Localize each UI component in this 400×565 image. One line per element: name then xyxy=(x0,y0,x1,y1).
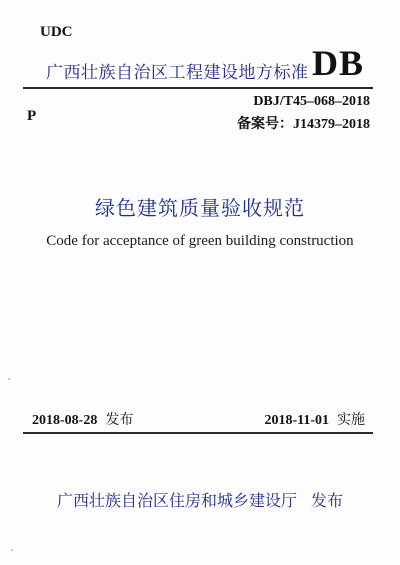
publisher-name: 广西壮族自治区住房和城乡建设厅 xyxy=(56,491,297,510)
standard-series-title: 广西壮族自治区工程建设地方标准 xyxy=(46,63,309,83)
issue-label: 发布 xyxy=(105,412,134,428)
publisher-line xyxy=(0,488,400,511)
english-title: Code for acceptance of green building construction xyxy=(46,233,354,249)
publish-label: 发布 xyxy=(311,491,344,510)
implement-date-group xyxy=(264,409,365,429)
implement-date: 2018-11-01 xyxy=(264,413,329,428)
scan-speck xyxy=(11,549,13,551)
issue-date-group xyxy=(32,409,133,429)
chinese-title: 绿色建筑质量验收规范 xyxy=(95,196,305,220)
implement-label: 实施 xyxy=(337,412,365,428)
top-divider xyxy=(23,87,373,89)
p-mark: P xyxy=(27,108,37,124)
db-mark: DB xyxy=(312,43,365,83)
udc-label: UDC xyxy=(40,24,73,40)
bottom-divider xyxy=(23,432,373,434)
issue-date: 2018-08-28 xyxy=(32,413,98,428)
standard-number: DBJ/T45–068–2018 xyxy=(253,94,370,109)
scan-speck xyxy=(8,378,10,380)
record-number: 备案号：J14379–2018 xyxy=(237,117,370,132)
